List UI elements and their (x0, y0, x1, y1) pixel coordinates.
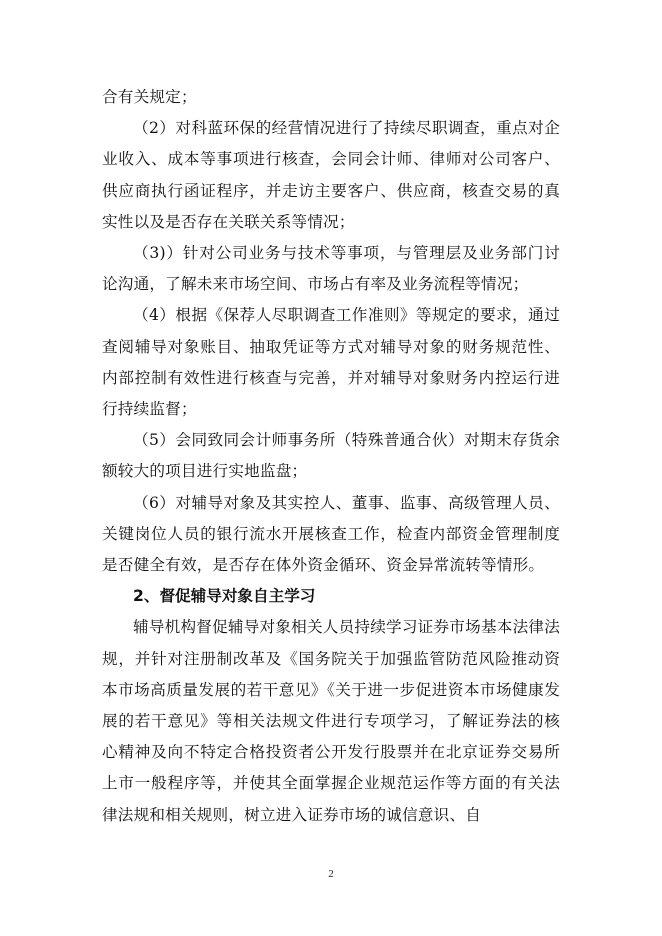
paragraph-item-2: （2）对科蓝环保的经营情况进行了持续尽职调查，重点对企业收入、成本等事项进行核查，会同会计师、律师对公司客户、供应商执行函证程序，并走访主要客户、供应商，核查交易的真实性以及是否存在关联关系等情况； (102, 119, 560, 231)
paragraph-study: 辅导机构督促辅导对象相关人员持续学习证券市场基本法律法规，并针对注册制改革及《国务院关于加强监管防范风险推动资本市场高质量发展的若干意见》《关于进一步促进资本市场健康发展的若干意见》等相关法规文件进行专项学习，了解证券法的核心精神及向不特定合格投资者公开发行股票并在北京证券交易所上市一般程序等，并使其全面掌握企业规范运作等方面的有关法律法规和相关规则，树立进入证券市场的诚信意识、自 (102, 618, 560, 824)
document-body (102, 82, 560, 831)
paragraph-item-5: （5）会同致同会计师事务所（特殊普通合伙）对期末存货余额较大的项目进行实地监盘； (102, 431, 560, 481)
paragraph-item-3: （3)）针对公司业务与技术等事项，与管理层及业务部门讨论沟通，了解未来市场空间、市场占有率及业务流程等情况； (102, 244, 560, 294)
page-number: 2 (328, 868, 334, 880)
paragraph-item-4: （4）根据《保荐人尽职调查工作准则》等规定的要求，通过查阅辅导对象账目、抽取凭证等方式对辅导对象的财务规范性、内部控制有效性进行核查与完善，并对辅导对象财务内控运行进行持续监督； (102, 306, 560, 419)
section-heading: 2、督促辅导对象自主学习 (133, 587, 316, 606)
paragraph-item-6: （6）对辅导对象及其实控人、董事、监事、高级管理人员、关键岗位人员的银行流水开展核查工作，检查内部资金管理制度是否健全有效，是否存在体外资金循环、资金异常流转等情形。 (102, 493, 560, 575)
paragraph-continuation: 合有关规定； (102, 88, 197, 106)
